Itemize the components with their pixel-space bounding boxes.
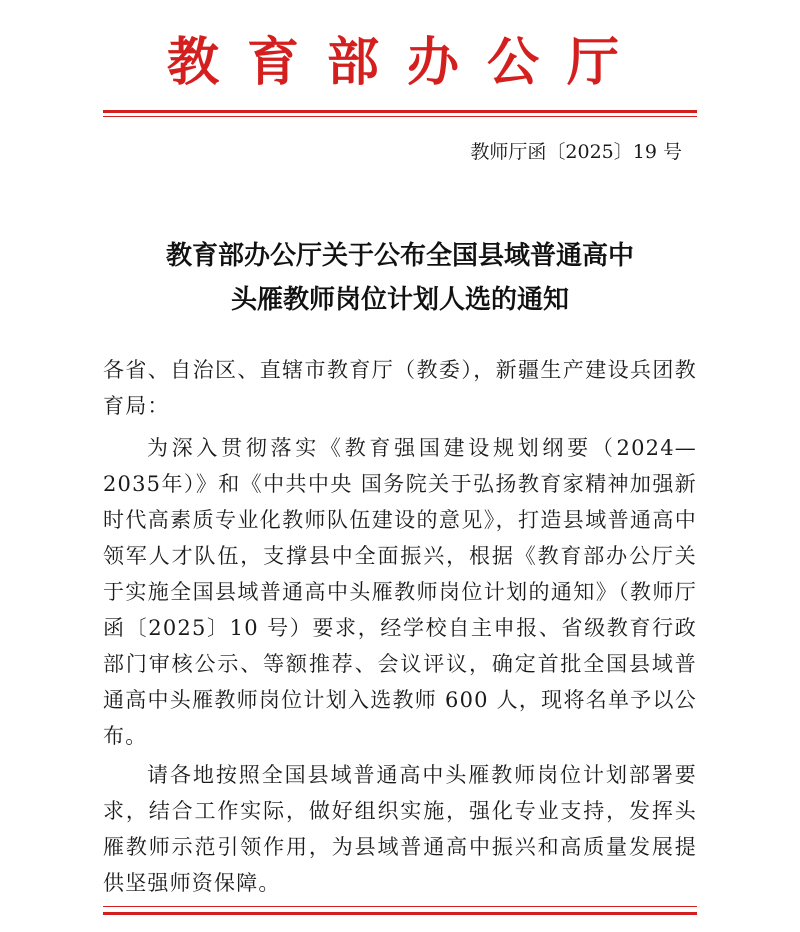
issuer-header: 教育部办公厅 bbox=[166, 32, 647, 93]
footer-rule-thick bbox=[103, 912, 697, 915]
document-title-line1: 教育部办公厅关于公布全国县域普通高中 bbox=[165, 241, 634, 271]
footer-rule-thin bbox=[103, 906, 697, 907]
document-title-line2: 头雁教师岗位计划人选的通知 bbox=[230, 285, 569, 315]
salutation: 各省、自治区、直辖市教育厅（教委），新疆生产建设兵团教育局： bbox=[103, 358, 697, 418]
header-rule-thick bbox=[103, 110, 697, 113]
body-paragraph-2: 请各地按照全国县域普通高中头雁教师岗位计划部署要求，结合工作实际，做好组织实施，强化专业支持，发挥头雁教师示范引领作用，为县域普通高中振兴和高质量发展提供坚强师资保障。 bbox=[103, 763, 697, 895]
header-rule-thin bbox=[103, 116, 697, 117]
document-number: 教师厅函〔2025〕19 号 bbox=[470, 141, 682, 163]
body-paragraph-1: 为深入贯彻落实《教育强国建设规划纲要（2024—2035年）》和《中共中央 国务院关于弘扬教育家精神加强新时代高素质专业化教师队伍建设的意见》，打造县域普通高中领军人才队伍，支撑县中全面振兴，根据《教育部办公厅关于实施全国县域普通高中头雁教师岗位计划的通知》（教师厅函〔2025〕10 号）要求，经学校自主申报、省级教育行政部门审核公示、等额推荐、会议评议，确定首批全国县域普通高中头雁教师岗位计划入选教师 600 人，现将名单予以公布。 bbox=[103, 436, 697, 748]
